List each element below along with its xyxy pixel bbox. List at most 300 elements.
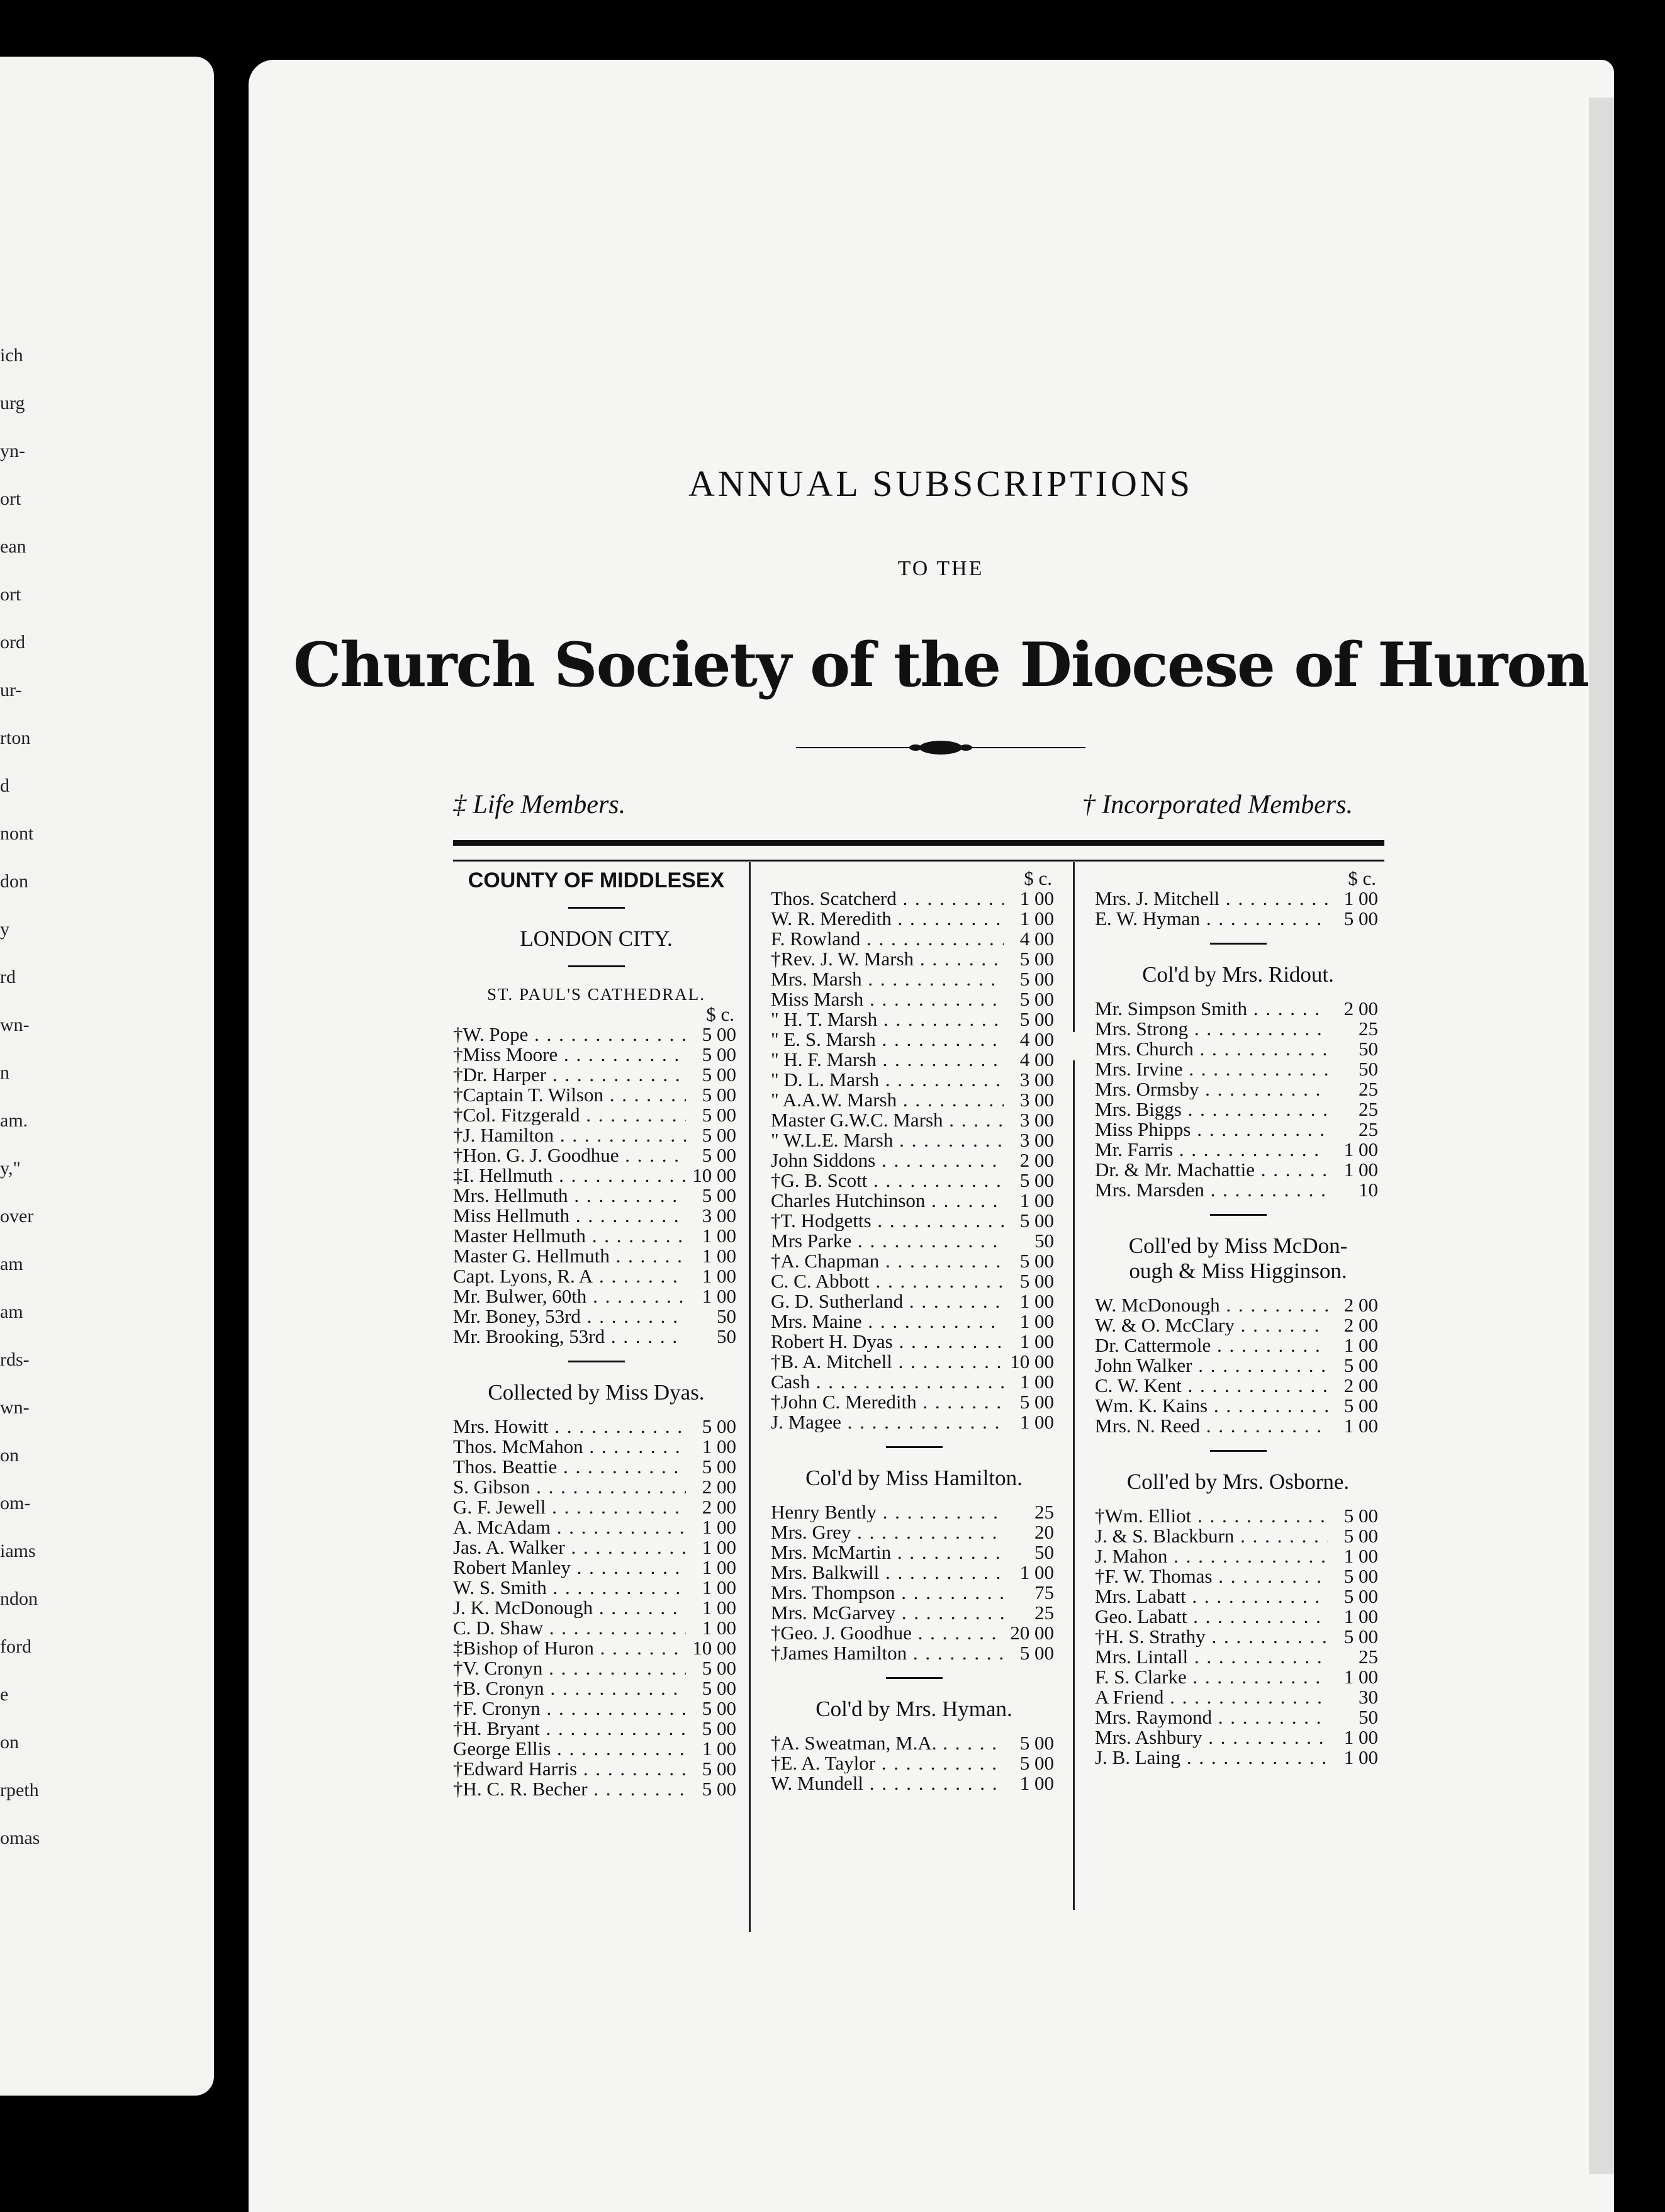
osborne-list	[1095, 1506, 1381, 1768]
subscriber-name: †Col. Fitzgerald . . .	[453, 1105, 686, 1125]
county-heading: COUNTY OF MIDDLESEX	[468, 868, 725, 892]
subscriber-row	[771, 989, 1057, 1009]
subscription-amount: 25	[1359, 1018, 1378, 1040]
subscription-amount: 3 00	[1019, 1089, 1054, 1111]
subscription-amount: 10 00	[692, 1637, 736, 1659]
subscription-amount: 1 00	[1019, 1411, 1054, 1433]
subscriber-row	[453, 1306, 739, 1327]
left-page-text-fragment: y,"	[0, 1158, 21, 1179]
document-page	[249, 60, 1614, 2212]
subscriber-row	[1095, 1295, 1381, 1315]
subscriber-row	[1095, 1748, 1381, 1768]
left-page-text-fragment: rd	[0, 967, 16, 987]
subscription-amount: 5 00	[1019, 988, 1054, 1010]
subscriber-name: Mrs. Labatt . . .	[1095, 1586, 1328, 1607]
subscriber-row	[771, 1070, 1057, 1090]
subscriber-row	[1095, 1335, 1381, 1356]
left-page-text-fragment: on	[0, 1445, 19, 1466]
left-page-text-fragment: e	[0, 1684, 9, 1705]
left-page-text-fragment: yn-	[0, 441, 25, 461]
subscription-amount: 1 00	[702, 1435, 736, 1457]
subscriber-row	[1095, 1627, 1381, 1647]
subscriber-row	[453, 1105, 739, 1125]
subscription-amount: 2 00	[1019, 1149, 1054, 1171]
subscriber-name: Mr. Simpson Smith . . .	[1095, 999, 1328, 1019]
subscriber-name: Dr. Cattermole . . .	[1095, 1335, 1328, 1356]
subscriber-name: †James Hamilton . . .	[771, 1643, 1004, 1663]
subscription-amount: 50	[1034, 1541, 1054, 1563]
subscriber-row	[771, 1211, 1057, 1231]
subscriber-name: Mr. Bulwer, 60th . . .	[453, 1286, 686, 1306]
mcdonough-list	[1095, 1295, 1381, 1436]
subscriber-row	[1095, 1647, 1381, 1667]
subscriber-name: " A.A.W. Marsh . . .	[771, 1090, 1004, 1110]
subscriber-name: G. D. Sutherland . . .	[771, 1291, 1004, 1311]
subscription-amount: 1 00	[1343, 1415, 1378, 1437]
subscription-amount: 5 00	[1343, 1525, 1378, 1547]
subscriber-row	[771, 1231, 1057, 1251]
subscription-amount: 1 00	[702, 1265, 736, 1287]
subscriber-row	[771, 1603, 1057, 1623]
subscription-amount: 1 00	[1343, 1746, 1378, 1768]
left-page-text-fragment: rds-	[0, 1349, 30, 1370]
left-page-text-fragment: on	[0, 1732, 19, 1753]
subscriber-row	[453, 1025, 739, 1045]
left-page-text-fragment: am.	[0, 1110, 28, 1131]
subscriber-row	[453, 1327, 739, 1347]
subscription-amount: 5 00	[1019, 1732, 1054, 1754]
short-rule	[568, 965, 625, 967]
subscriber-row	[771, 1311, 1057, 1332]
subscription-amount: 50	[1359, 1038, 1378, 1060]
subscription-amount: 25	[1359, 1646, 1378, 1668]
subscriber-name: Mrs Parke . . .	[771, 1231, 1004, 1251]
subscriber-name: John Siddons . . .	[771, 1150, 1004, 1171]
subscriber-name: †B. A. Mitchell . . .	[771, 1352, 1004, 1372]
subscription-amount: 25	[1359, 1118, 1378, 1140]
left-page-text-fragment: am	[0, 1254, 23, 1274]
subscription-amount: 5 00	[1019, 948, 1054, 970]
subscriber-row	[771, 1332, 1057, 1352]
subscriber-name: Thos. Beattie . . .	[453, 1457, 686, 1477]
subscriber-name: Robert H. Dyas . . .	[771, 1332, 1004, 1352]
subscription-amount: 2 00	[1343, 1374, 1378, 1396]
subscription-amount: 5 00	[1343, 1395, 1378, 1417]
left-page-text-fragment: ford	[0, 1636, 31, 1657]
subscription-amount: 1 00	[1343, 1159, 1378, 1181]
subscription-amount: 5 00	[702, 1064, 736, 1086]
section-heading: Col'd by Mrs. Hyman.	[816, 1697, 1012, 1721]
subscription-amount: 1 00	[1019, 907, 1054, 929]
subscriber-row	[453, 1457, 739, 1477]
subscriber-name: †Hon. G. J. Goodhue . . .	[453, 1145, 686, 1165]
subscriber-row	[771, 1171, 1057, 1191]
subscriber-name: J. & S. Blackburn . . .	[1095, 1526, 1328, 1546]
subscriber-row	[1095, 1079, 1381, 1099]
subscriber-row	[453, 1578, 739, 1598]
subscription-amount: 1 00	[1343, 1605, 1378, 1627]
subscription-amount: 1 00	[702, 1617, 736, 1639]
subscriber-name: †V. Cronyn . . .	[453, 1658, 686, 1678]
subscription-amount: 5 00	[1019, 1250, 1054, 1272]
subscriber-row	[453, 1517, 739, 1537]
hamilton-list	[771, 1502, 1057, 1663]
subscriber-name: J. Mahon . . .	[1095, 1546, 1328, 1566]
subscriber-row	[771, 1583, 1057, 1603]
left-page-text-fragment: am	[0, 1301, 23, 1322]
subscriber-name: Master G.W.C. Marsh . . .	[771, 1110, 1004, 1130]
subscriber-name: Mrs. Strong . . .	[1095, 1019, 1328, 1039]
subscription-amount: 3 00	[1019, 1109, 1054, 1131]
subscription-amount: 5 00	[702, 1043, 736, 1065]
subscriber-name: Master G. Hellmuth . . .	[453, 1246, 686, 1266]
subscription-amount: 5 00	[702, 1677, 736, 1699]
subscription-amount: 10 00	[1010, 1350, 1054, 1373]
subscription-amount: 1 00	[702, 1597, 736, 1619]
subscriber-name: Mrs. N. Reed . . .	[1095, 1416, 1328, 1436]
subscription-amount: 25	[1034, 1602, 1054, 1624]
subscriber-row	[1095, 1416, 1381, 1436]
subscriber-name: Jas. A. Walker . . .	[453, 1537, 686, 1558]
subscriber-name: †F. W. Thomas . . .	[1095, 1566, 1328, 1586]
subscriber-row	[771, 1271, 1057, 1291]
subscriber-row	[1095, 1526, 1381, 1546]
subscription-amount: 5 00	[1019, 1270, 1054, 1292]
subscriber-name: Miss Marsh . . .	[771, 989, 1004, 1009]
subscriber-row	[1095, 1396, 1381, 1416]
subscription-amount: 25	[1359, 1098, 1378, 1120]
subscriber-name: †A. Sweatman, M.A. . . .	[771, 1733, 1004, 1753]
subscriber-row	[1095, 1506, 1381, 1526]
subscription-amount: 1 00	[1019, 887, 1054, 909]
subscriber-row	[453, 1497, 739, 1517]
subscriber-name: Dr. & Mr. Machattie . . .	[1095, 1160, 1328, 1180]
short-rule	[1210, 1450, 1267, 1452]
subscriber-row	[453, 1779, 739, 1799]
legend-incorporated-members: † Incorporated Members.	[1082, 790, 1353, 819]
subscriber-name: Miss Hellmuth . . .	[453, 1206, 686, 1226]
subscription-amount: 5 00	[1343, 1625, 1378, 1648]
subscription-amount: 5 00	[1019, 1169, 1054, 1191]
subscriber-row	[771, 1412, 1057, 1432]
section-heading: ough & Miss Higginson.	[1129, 1259, 1347, 1283]
society-name: Church Society of the Diocese of Huron	[293, 629, 1589, 700]
subscriber-row	[1095, 1667, 1381, 1687]
subscription-amount: 5 00	[1343, 1585, 1378, 1607]
page-title: ANNUAL SUBSCRIPTIONS	[688, 463, 1193, 504]
subscriber-name: Charles Hutchinson . . .	[771, 1191, 1004, 1211]
subscriber-row	[771, 1150, 1057, 1171]
short-rule	[1210, 1214, 1267, 1216]
subscription-amount: 10	[1359, 1179, 1378, 1201]
section-heading: Coll'ed by Mrs. Osborne.	[1126, 1469, 1350, 1494]
subscription-amount: 1 00	[702, 1738, 736, 1760]
left-page-text-fragment: ich	[0, 345, 23, 366]
subscriber-name: Mrs. Balkwill . . .	[771, 1563, 1004, 1583]
subscriber-name: Mrs. Ormsby . . .	[1095, 1079, 1328, 1099]
church-heading: ST. PAUL'S CATHEDRAL.	[487, 985, 705, 1004]
subscription-amount: 5 00	[702, 1456, 736, 1478]
subscription-amount: 1 00	[1019, 1330, 1054, 1352]
ornament-divider	[796, 739, 1085, 756]
subscriber-name: W. Mundell . . .	[771, 1773, 1004, 1794]
subscriber-name: †W. Pope . . .	[453, 1025, 686, 1045]
subscriber-name: †Wm. Elliot . . .	[1095, 1506, 1328, 1526]
short-rule	[886, 1677, 943, 1679]
subscriber-name: Cash . . .	[771, 1372, 1004, 1392]
subscriber-name: " H. T. Marsh . . .	[771, 1009, 1004, 1030]
subscriber-name: W. McDonough . . .	[1095, 1295, 1328, 1315]
subscriber-name: †G. B. Scott . . .	[771, 1171, 1004, 1191]
subscriber-row	[1095, 1059, 1381, 1079]
subscriber-name: †John C. Meredith . . .	[771, 1392, 1004, 1412]
subscription-amount: 5 00	[1019, 1008, 1054, 1030]
subscription-amount: 5 00	[702, 1124, 736, 1146]
subscription-amount: 1 00	[702, 1245, 736, 1267]
subscriber-row	[1095, 1120, 1381, 1140]
subscriber-name: Capt. Lyons, R. A . . .	[453, 1266, 686, 1286]
subscription-amount: 3 00	[1019, 1129, 1054, 1151]
subscriber-row	[453, 1698, 739, 1719]
subscriber-row	[1095, 999, 1381, 1019]
subscriber-row	[771, 1191, 1057, 1211]
subscriber-row	[1095, 1707, 1381, 1727]
subscription-amount: 3 00	[1019, 1069, 1054, 1091]
subscription-amount: 4 00	[1019, 928, 1054, 950]
section-heading: Col'd by Mrs. Ridout.	[1142, 962, 1334, 987]
subscriber-name: Wm. K. Kains . . .	[1095, 1396, 1328, 1416]
subscriber-name: Mrs. Hellmuth . . .	[453, 1186, 686, 1206]
column-1	[453, 868, 739, 1799]
subscription-amount: 2 00	[1343, 1294, 1378, 1316]
subscription-amount: 1 00	[1019, 1371, 1054, 1393]
left-page-text-fragment: don	[0, 871, 28, 892]
subscription-amount: 50	[717, 1305, 736, 1327]
left-page-text-fragment: over	[0, 1206, 34, 1227]
subscriber-row	[453, 1246, 739, 1266]
cathedral-list	[453, 1025, 739, 1347]
subscriber-row	[1095, 1586, 1381, 1607]
subscriber-name: Mrs. J. Mitchell . . .	[1095, 889, 1328, 909]
left-page-text-fragment: ort	[0, 584, 21, 605]
subscription-amount: 25	[1359, 1078, 1378, 1100]
subscription-amount: 5 00	[702, 1084, 736, 1106]
subscriber-row	[453, 1739, 739, 1759]
subscription-amount: 2 00	[1343, 997, 1378, 1019]
subscriber-name: Mrs. Church . . .	[1095, 1039, 1328, 1059]
subscription-amount: 50	[1359, 1706, 1378, 1728]
subscriber-name: Mrs. Raymond . . .	[1095, 1707, 1328, 1727]
column-divider	[1073, 862, 1075, 1032]
subscriber-row	[771, 1733, 1057, 1753]
subscriber-row	[1095, 1180, 1381, 1200]
subscriber-row	[1095, 1356, 1381, 1376]
subscription-amount: 2 00	[702, 1496, 736, 1518]
subscriber-name: Mrs. McGarvey . . .	[771, 1603, 1004, 1623]
subscriber-name: †E. A. Taylor . . .	[771, 1753, 1004, 1773]
currency-header: $ c.	[1348, 867, 1376, 889]
subscriber-name: E. W. Hyman . . .	[1095, 909, 1328, 929]
left-page-text-fragment: nont	[0, 823, 34, 844]
subscription-amount: 1 00	[702, 1225, 736, 1247]
subscriber-row	[771, 889, 1057, 909]
subscriber-row	[771, 1392, 1057, 1412]
section-heading: Col'd by Miss Hamilton.	[805, 1466, 1023, 1490]
subscriber-name: John Walker . . .	[1095, 1356, 1328, 1376]
subscriber-row	[453, 1186, 739, 1206]
subscriber-row	[1095, 1160, 1381, 1180]
subscriber-name: ‡I. Hellmuth . . .	[453, 1165, 686, 1186]
subscriber-row	[1095, 1687, 1381, 1707]
subscription-amount: 5 00	[702, 1758, 736, 1780]
section-heading: Collected by Miss Dyas.	[488, 1380, 705, 1405]
subscriber-name: Thos. McMahon . . .	[453, 1437, 686, 1457]
subscription-amount: 5 00	[1019, 1752, 1054, 1774]
subscriber-name: Mr. Boney, 53rd . . .	[453, 1306, 686, 1327]
subscription-amount: 1 00	[1343, 1545, 1378, 1567]
subscription-amount: 2 00	[1343, 1314, 1378, 1336]
left-page-text-fragment: y	[0, 919, 9, 940]
subscriber-row	[453, 1226, 739, 1246]
subscriber-name: Mrs. Lintall . . .	[1095, 1647, 1328, 1667]
subscription-amount: 30	[1359, 1686, 1378, 1708]
subscriber-row	[1095, 1039, 1381, 1059]
subscriber-name: S. Gibson . . .	[453, 1477, 686, 1497]
subscription-amount: 20	[1034, 1521, 1054, 1543]
subscription-amount: 1 00	[1019, 1561, 1054, 1583]
header-double-rule	[453, 840, 1384, 862]
subscriber-row	[453, 1085, 739, 1105]
subscriber-name: Mrs. Biggs . . .	[1095, 1099, 1328, 1120]
subscription-amount: 10 00	[692, 1164, 736, 1186]
left-page-text-fragment: ndon	[0, 1588, 38, 1609]
subscriber-row	[453, 1759, 739, 1779]
subscriber-row	[771, 1502, 1057, 1522]
subscription-amount: 50	[1359, 1058, 1378, 1080]
subscriber-row	[771, 1110, 1057, 1130]
subscriber-name: †H. Bryant . . .	[453, 1719, 686, 1739]
left-page-text-fragment: d	[0, 775, 9, 796]
subscriber-row	[771, 1753, 1057, 1773]
currency-header: $ c.	[1024, 867, 1052, 889]
subscriber-name: Mrs. Grey . . .	[771, 1522, 1004, 1542]
subscriber-name: †Captain T. Wilson . . .	[453, 1085, 686, 1105]
subscription-amount: 5 00	[1343, 1565, 1378, 1587]
city-heading: LONDON CITY.	[520, 926, 673, 951]
subscriber-row	[771, 1643, 1057, 1663]
subscriber-name: F. S. Clarke . . .	[1095, 1667, 1328, 1687]
subscriber-row	[1095, 1019, 1381, 1039]
subscriber-name: †Rev. J. W. Marsh . . .	[771, 949, 1004, 969]
subscriber-row	[771, 1773, 1057, 1794]
subscription-amount: 5 00	[1019, 968, 1054, 990]
subscriber-row	[453, 1266, 739, 1286]
subscriber-row	[771, 1130, 1057, 1150]
subscriber-name: Mrs. McMartin . . .	[771, 1542, 1004, 1563]
subscriber-row	[1095, 889, 1381, 909]
subscription-amount: 1 00	[702, 1516, 736, 1538]
subscriber-name: C. W. Kent . . .	[1095, 1376, 1328, 1396]
subscriber-row	[453, 1417, 739, 1437]
subscriber-row	[453, 1045, 739, 1065]
left-page-text-fragment: urg	[0, 393, 25, 413]
subscriber-row	[771, 969, 1057, 989]
subscription-amount: 1 00	[1343, 1726, 1378, 1748]
subscriber-name: J. Magee . . .	[771, 1412, 1004, 1432]
short-rule	[886, 1446, 943, 1448]
subscriber-name: Mrs. Marsh . . .	[771, 969, 1004, 989]
left-page-text-fragment: iams	[0, 1541, 36, 1561]
subscription-amount: 5 00	[1343, 907, 1378, 929]
left-page-text-fragment: rpeth	[0, 1780, 39, 1800]
subscriber-row	[453, 1719, 739, 1739]
subscriber-name: W. & O. McClary . . .	[1095, 1315, 1328, 1335]
subscriber-name: †A. Chapman . . .	[771, 1251, 1004, 1271]
subscription-amount: 5 00	[702, 1104, 736, 1126]
subscriber-row	[453, 1206, 739, 1226]
page-subtitle: TO THE	[897, 557, 984, 580]
subscription-amount: 3 00	[702, 1204, 736, 1227]
subscription-amount: 1 00	[702, 1536, 736, 1558]
ridout-list	[1095, 999, 1381, 1200]
subscription-amount: 5 00	[702, 1657, 736, 1679]
subscriber-row	[771, 1009, 1057, 1030]
subscriber-name: F. Rowland . . .	[771, 929, 1004, 949]
subscriber-row	[771, 1090, 1057, 1110]
subscription-amount: 5 00	[702, 1778, 736, 1800]
subscriber-row	[1095, 1546, 1381, 1566]
subscriber-row	[1095, 1140, 1381, 1160]
subscriber-row	[453, 1678, 739, 1698]
subscription-amount: 1 00	[1019, 1290, 1054, 1312]
subscription-amount: 1 00	[702, 1576, 736, 1598]
subscription-amount: 5 00	[702, 1697, 736, 1719]
subscription-amount: 50	[1034, 1230, 1054, 1252]
subscriber-row	[453, 1125, 739, 1145]
subscriber-name: †Edward Harris . . .	[453, 1759, 686, 1779]
short-rule	[1210, 943, 1267, 945]
subscriber-row	[771, 1050, 1057, 1070]
left-page-text-fragment: ort	[0, 488, 21, 509]
subscription-amount: 1 00	[1343, 887, 1378, 909]
currency-header: $ c.	[706, 1003, 734, 1025]
subscriber-row	[771, 949, 1057, 969]
left-page-text-fragment: ean	[0, 536, 26, 557]
subscriber-name: †J. Hamilton . . .	[453, 1125, 686, 1145]
subscriber-row	[453, 1658, 739, 1678]
subscriber-name: Robert Manley . . .	[453, 1558, 686, 1578]
subscription-amount: 1 00	[1343, 1138, 1378, 1160]
subscription-amount: 1 00	[1343, 1666, 1378, 1688]
subscription-amount: 5 00	[702, 1415, 736, 1437]
left-page-text-fragment: ord	[0, 632, 25, 653]
subscriber-name: †H. C. R. Becher . . .	[453, 1779, 686, 1799]
subscriber-name: †Miss Moore . . .	[453, 1045, 686, 1065]
subscriber-name: George Ellis . . .	[453, 1739, 686, 1759]
subscription-amount: 1 00	[1019, 1310, 1054, 1332]
subscription-amount: 1 00	[702, 1285, 736, 1307]
subscriber-row	[1095, 1727, 1381, 1748]
subscriber-row	[771, 1623, 1057, 1643]
subscription-amount: 5 00	[1343, 1354, 1378, 1376]
subscriber-row	[771, 909, 1057, 929]
subscriber-name: " W.L.E. Marsh . . .	[771, 1130, 1004, 1150]
dyas-list	[453, 1417, 739, 1799]
subscriber-row	[1095, 1315, 1381, 1335]
subscriber-name: Mrs. Howitt . . .	[453, 1417, 686, 1437]
subscriber-name: A Friend . . .	[1095, 1687, 1328, 1707]
subscription-amount: 5 00	[1343, 1505, 1378, 1527]
